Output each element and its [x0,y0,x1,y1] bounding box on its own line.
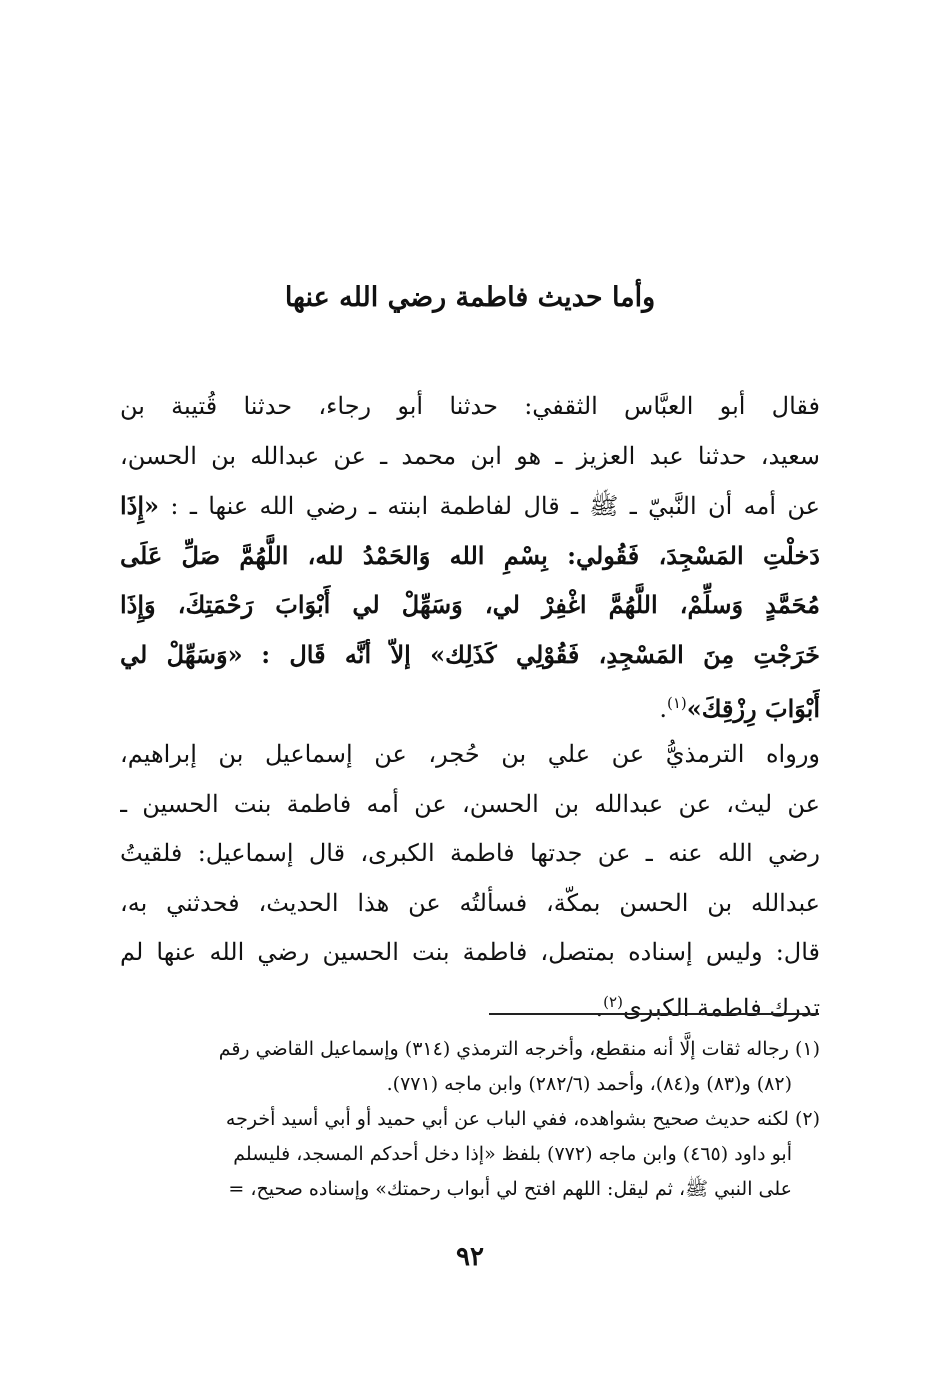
paragraph-1-line-7-text: أَبْوَابَ رِزْقِكَ» [686,694,820,723]
footnote-separator [489,1013,819,1015]
paragraph-1-end-mark: . [659,695,667,723]
paragraph-2-end-mark: . [595,993,604,1022]
paragraph-1-line-2: سعيد، حدثنا عبد العزيز ـ هو ابن محمد ـ عن عبدالله بن الحسن، [120,441,820,470]
paragraph-1-line-4: دَخلْتِ المَسْجِدَ، فَقُولي: بِسْمِ الله وَالحَمْدُ لله، اللَّهُمَّ صَلِّ عَلَى [120,540,820,570]
paragraph-1-line-6-text: خَرَجْتِ مِنَ المَسْجِدِ، فَقُوْلِي كَذَلِك» إلاّ أنَّه قَال : [261,639,820,669]
hadith-paragraph-2 [120,730,820,1027]
footnote-ref-1[interactable]: (١) [666,694,687,712]
quote-second-opening: «وَسَهِّلْ لي [120,639,243,669]
paragraph-2-line-4: عبدالله بن الحسن بمكّة، فسألتُه عن هذا الحديث، فحدثني به، [120,888,820,917]
paragraph-2-line-6-text: تدرك فاطمة الكبرى [622,993,820,1022]
paragraph-2-line-5: قال: وليس إسناده بمتصل، فاطمة بنت الحسين رضي الله عنها لم [120,938,820,966]
footnotes [120,1032,820,1207]
paragraph-2-line-3: رضي الله عنه ـ عن جدتها فاطمة الكبرى، قال إسماعيل: فلقيتُ [120,839,820,867]
paragraph-1-line-6 [120,630,820,680]
page-number: ٩٢ [456,1242,484,1272]
paragraph-1-line-3 [120,481,820,531]
paragraph-1-line-3-text: عن أمه أن النَّبيّ ـ ﷺ ـ قال لفاطمة ابنته ـ رضي الله عنها ـ : [170,492,820,520]
footnote-2-line-3: على النبي ﷺ، ثم ليقل: اللهم افتح لي أبواب رحمتك» وإسناده صحيح، = [228,1178,792,1200]
footnote-2-line-1: (٢) لكنه حديث صحيح بشواهده، ففي الباب عن أبي حميد أو أبي أسيد أخرجه [225,1108,820,1130]
quote-opening: «إِذَا [120,491,160,520]
paragraph-1-line-5: مُحَمَّدٍ وَسلِّمْ، اللَّهُمَّ اغْفِرْ لي، وَسَهِّلْ لي أَبْوَابَ رَحْمَتِكَ، وَإِذَا [120,590,820,619]
hadith-paragraph-1 [120,382,820,729]
section-heading: وأما حديث فاطمة رضي الله عنها [284,282,656,313]
footnote-ref-2[interactable]: (٢) [603,992,623,1011]
footnote-2-line-2: أبو داود (٤٦٥) وابن ماجه (٧٧٢) بلفظ «إذا دخل أحدكم المسجد، فليسلم [233,1143,792,1165]
paragraph-2-line-6 [120,978,820,1028]
paragraph-2-line-2: عن ليث، عن عبدالله بن الحسن، عن أمه فاطمة بنت الحسين ـ [120,789,820,818]
paragraph-1-line-7 [120,679,820,729]
paragraph-2-line-1: ورواه الترمذيُّ عن علي بن حُجر، عن إسماعيل بن إبراهيم، [120,740,820,768]
footnote-1-line-1: (١) رجاله ثقات إلَّا أنه منقطع، وأخرجه الترمذي (٣١٤) وإسماعيل القاضي رقم [218,1038,820,1060]
footnote-1-line-2: (٨٢) و(٨٣) و(٨٤)، وأحمد (٢٨٢/٦) وابن ماجه (٧٧١). [386,1073,792,1095]
paragraph-1-line-1: فقال أبو العبَّاس الثقفي: حدثنا أبو رجاء، حدثنا قُتيبة بن [120,392,820,420]
